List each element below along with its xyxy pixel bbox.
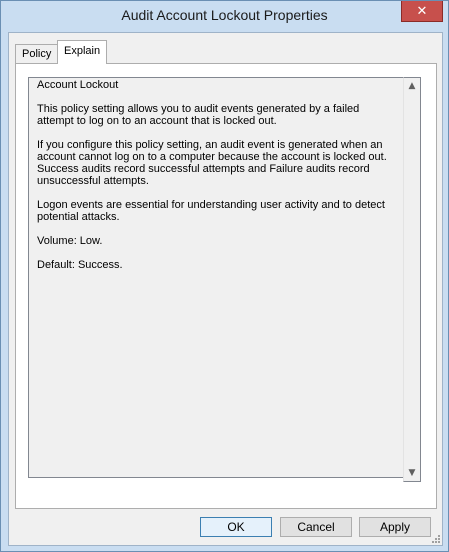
window-title: Audit Account Lockout Properties <box>121 7 328 23</box>
tab-policy[interactable]: Policy <box>15 44 58 63</box>
title-bar[interactable] <box>1 1 448 32</box>
cancel-button[interactable]: Cancel <box>280 517 352 537</box>
close-icon: ✕ <box>416 3 428 19</box>
explain-heading: Account Lockout <box>37 79 119 91</box>
apply-button[interactable]: Apply <box>359 517 431 537</box>
explain-paragraph: This policy setting allows you to audit events generated by a failed attempt to log on to an account that is locked out. <box>37 103 360 127</box>
explain-paragraph: Volume: Low. <box>37 235 103 247</box>
explain-paragraph: If you configure this policy setting, an audit event is generated when an account cannot log on to a computer because the account is locked out. Success audits record successful attempts and Failure audits record unsuccessful attempts. <box>37 139 387 187</box>
scroll-up-icon[interactable]: ▲ <box>408 81 416 91</box>
scroll-down-icon[interactable]: ▼ <box>408 468 416 478</box>
vertical-scrollbar[interactable] <box>403 77 421 482</box>
ok-button[interactable]: OK <box>200 517 272 537</box>
resize-grip-icon[interactable] <box>430 533 440 543</box>
tab-explain[interactable]: Explain <box>57 40 107 64</box>
explain-text <box>37 79 397 271</box>
explain-paragraph: Logon events are essential for understanding user activity and to detect potential attacks. <box>37 199 385 223</box>
dialog-client <box>8 32 443 546</box>
explain-text-area[interactable] <box>28 77 404 478</box>
explain-paragraph: Default: Success. <box>37 259 123 271</box>
close-button[interactable] <box>401 1 443 22</box>
